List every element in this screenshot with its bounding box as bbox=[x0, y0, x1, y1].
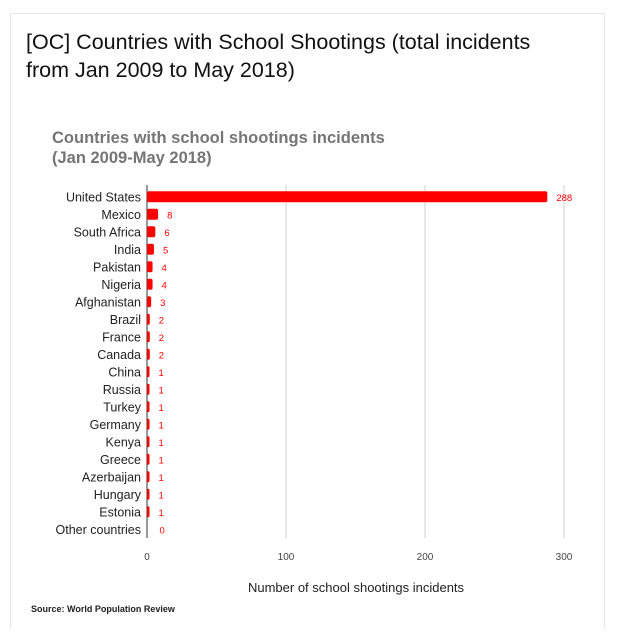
data-label: 1 bbox=[158, 437, 164, 449]
data-label: 5 bbox=[162, 245, 169, 257]
category-label: Brazil bbox=[109, 312, 141, 327]
bar bbox=[147, 296, 151, 307]
category-label: Germany bbox=[89, 417, 141, 432]
data-label: 288 bbox=[556, 192, 573, 204]
bar bbox=[147, 261, 153, 272]
bar bbox=[147, 191, 547, 202]
category-label: Russia bbox=[102, 382, 141, 397]
category-label: Afghanistan bbox=[74, 295, 141, 310]
data-label: 1 bbox=[158, 490, 164, 502]
bar bbox=[147, 401, 150, 412]
category-label: Nigeria bbox=[101, 277, 141, 292]
data-label: 2 bbox=[158, 315, 165, 327]
bar bbox=[147, 226, 155, 237]
chart-title-line-1: Countries with school shootings incidents bbox=[52, 129, 385, 147]
bar bbox=[147, 419, 150, 430]
category-label: Mexico bbox=[101, 207, 141, 222]
data-label: 6 bbox=[164, 227, 170, 239]
data-label: 8 bbox=[167, 210, 173, 222]
bar bbox=[147, 384, 150, 395]
category-label: India bbox=[113, 242, 141, 257]
category-label: Turkey bbox=[103, 400, 141, 415]
bar bbox=[147, 244, 154, 255]
bar bbox=[147, 279, 153, 290]
data-label: 4 bbox=[161, 280, 167, 292]
category-label: Pakistan bbox=[93, 260, 141, 275]
data-label: 2 bbox=[158, 350, 165, 362]
source-note: Source: World Population Review bbox=[31, 604, 175, 614]
bar bbox=[147, 436, 150, 447]
bar bbox=[147, 209, 158, 220]
post-title-line-1: [OC] Countries with School Shootings (total incidents bbox=[26, 30, 531, 54]
x-tick-label: 100 bbox=[277, 552, 295, 563]
x-tick-label: 0 bbox=[144, 552, 150, 563]
category-label: Canada bbox=[97, 347, 141, 362]
x-axis-title: Number of school shootings incidents bbox=[247, 580, 465, 595]
bar bbox=[147, 506, 150, 517]
category-label: Hungary bbox=[93, 487, 141, 502]
bar bbox=[147, 349, 150, 360]
category-label: United States bbox=[65, 190, 141, 205]
bar bbox=[147, 366, 150, 377]
data-label: 1 bbox=[158, 385, 164, 397]
bar bbox=[147, 454, 150, 465]
bar bbox=[147, 471, 150, 482]
data-label: 3 bbox=[160, 297, 166, 309]
category-label: Other countries bbox=[55, 522, 141, 537]
data-label: 1 bbox=[158, 472, 164, 484]
category-label: Kenya bbox=[105, 435, 141, 450]
category-label: Estonia bbox=[99, 505, 141, 520]
category-label: Azerbaijan bbox=[81, 470, 141, 485]
data-label: 1 bbox=[158, 420, 164, 432]
data-label: 1 bbox=[158, 455, 164, 467]
x-axis-title-wrap bbox=[0, 579, 619, 599]
data-label: 1 bbox=[158, 402, 164, 414]
x-tick-label: 200 bbox=[416, 552, 434, 563]
data-label: 1 bbox=[158, 367, 164, 379]
category-label: Greece bbox=[100, 452, 141, 467]
post-title-line-2: from Jan 2009 to May 2018) bbox=[26, 58, 295, 82]
data-label: 1 bbox=[158, 507, 164, 519]
data-label: 0 bbox=[159, 525, 165, 537]
chart-title-line-2: (Jan 2009-May 2018) bbox=[52, 149, 212, 167]
bar bbox=[147, 331, 150, 342]
bar bbox=[147, 489, 150, 500]
data-label: 4 bbox=[161, 262, 167, 274]
data-label: 2 bbox=[158, 332, 165, 344]
category-label: France bbox=[102, 330, 141, 345]
category-label: China bbox=[108, 365, 141, 380]
bar bbox=[147, 314, 150, 325]
x-tick-label: 300 bbox=[555, 552, 573, 563]
category-label: South Africa bbox=[73, 225, 141, 240]
